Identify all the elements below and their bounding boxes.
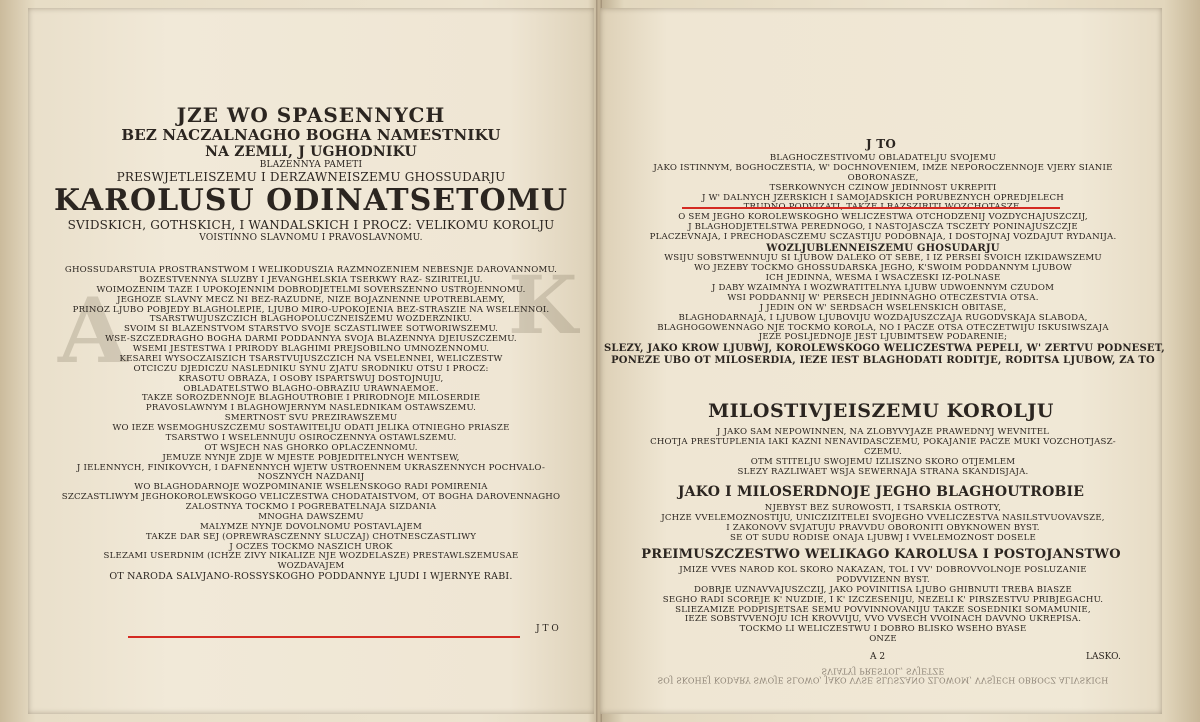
heading-line: NA ZEMLI, J UGHODNIKU (205, 144, 417, 161)
text-line: IEZE SOBSTVVENOJU ICH KROVVIJU, VVO VVSECH VVOINACH DAVVNO UKREPISA. (684, 614, 1082, 625)
text-line: SOJ SKOHEJ KODARY SWOJE SLOWO, JAKO VVSE SLUSZANO ZLOWOM, VVSJECH OBROCZ ALIVSKICH (657, 675, 1109, 685)
text-line: J DABY WZAIMNYA I WOZWRATITELNYA LJUBW UDWOENNYM CZUDOM (711, 283, 1055, 293)
text-line: JCHZE VVELEMOZNOSTIJU, UNICZIZITELEI SVOJEGHO VVELICZESTVA NASILSTVUOVAVSZE, (661, 512, 1105, 523)
mirrored-offset-text (604, 666, 1162, 684)
text-line: BLAGHOGOWENNAGO NJE TOCKMO KOROLA, NO I PACZE OTSA OTECZETWIJU ISKUSIWSZAJA (657, 322, 1109, 333)
text-line: JAKO ISTINNYM, BOGHOCZESTIA, W' DOCHNOVENIEM, IMZE NEPOROCZENNOJE VJERY SIANIE (653, 162, 1113, 173)
text-line: SMERTNOST SVU PREZIRAWSZEMU (224, 413, 398, 424)
text-line: WOZLJUBLENNEISZEMU GHOSUDARJU (766, 242, 1000, 254)
heading-line: BEZ NACZALNAGHO BOGHA NAMESTNIKU (121, 126, 501, 144)
text-line: SVOIM SI BLAZENSTVOM STARSTVO SVOJE SCZASTLIWEE SOTWORIWSZEMU. (123, 324, 499, 335)
text-line: SEGHO RADI SCOREJE K' NUZDIE, I K' IZCZESENIJU, NEZELI K' PIRSZESTVU PRIBJEGACHU. (662, 594, 1104, 605)
text-line: TSARSTWUJUSZCZICH BLAGHOPOLUCZNEISZEMU WOZDERZNIKU. (149, 314, 473, 325)
text-line: CZEMU. (863, 446, 902, 457)
heading-line: BLAZENNYA PAMETI (259, 160, 363, 171)
left-heading-block (28, 104, 594, 243)
text-line: WOZDAVAJEM (277, 561, 345, 572)
text-line: DOBRJE UZNAVVAJUSZCZIJ, JAKO POVINITISA LJUBO GHIBNUTI TREBA BIASZE (694, 584, 1072, 595)
red-underline (128, 636, 520, 638)
text-line: ICH JEDINNA, WESMA I WSACZESKI IZ-POLNASE (765, 273, 1001, 284)
catchword: LASKO. (1086, 652, 1121, 662)
text-line: J JAKO SAM NEPOWINNEN, NA ZLOBYVYJAZE PRAWEDNYJ WEVNITEL (716, 427, 1050, 437)
text-line: WOIMOZENIM TAZE I UPOKOJENNIM DOBRODJETELMI SOVERSZENNO USTROJENNOMU. (96, 284, 526, 295)
left-page (28, 8, 594, 714)
text-line: SVIATYJ PRESTOL, SVJETZE (821, 666, 945, 676)
text-line: TOCKMO LI WELICZESTWU I DOBRO BLISKO WSEHO BYASE (739, 624, 1027, 635)
heading-line: PRESWJETLEISZEMU I DERZAWNEISZEMU GHOSSUDARJU (116, 169, 506, 184)
text-line: JEMUZE NYNJE ZDJE W MJESTE POBJEDITELNYCH WENTSEW, (162, 452, 460, 463)
right-big-name (600, 401, 1162, 423)
right-body-b (604, 428, 1162, 477)
text-line: ONZE (869, 634, 897, 645)
right-mid-heading (600, 484, 1162, 500)
text-line: JMIZE VVES NAROD KOL SKORO NAKAZAN, TOL I VV' DOBROVVOLNOJE POSLUZANIE (679, 565, 1087, 575)
text-line: PRINOZ LJUBO POBJEDY BLAGHOLEPIE, LJUBO MIRO-UPOKOJENIA BEZ-STRASZIE NA WSELENNOI. (72, 304, 550, 315)
text-line: OTM STITELJU SWOJEMU IZLISZNO SKORO OTJEMLEM (750, 456, 1016, 467)
text-line: WO BLAGHODARNOJE WOZPOMINANIE WSELENSKOGO RADI POMIRENIA (134, 482, 488, 493)
text-line: TAKZE SOROZDENNOJE BLAGHOUTROBIE I PRIRODNOJE MILOSERDIE (141, 393, 481, 404)
text-line: OT NARODA SALVJANO-ROSSYSKOGHO PODDANNYE LJUDI I WJERNYE RABI. (109, 571, 513, 583)
text-line: WSI PODDANNIJ W' PERSECH JEDINNAGHO OTECZESTVIA OTSA. (727, 292, 1039, 303)
text-line: WSEMI JESTESTWA I PRIRODY BLAGHIMI PREJSOBILNO UMNOZENNOMU. (132, 344, 490, 354)
right-body-c (604, 504, 1162, 544)
text-line: PLACZEVNAJA, I PRECHODASCZEMU SCZASTIJU PODOBNAJA, I DOSTOJNAJ VOZDAJUT RYDANIJA. (649, 232, 1117, 242)
text-line: O SEM JEGHO KOROLEWSKOGHO WELICZESTWA OTCHODZENIJ VOZDYCHAJUSZCZIJ, (678, 212, 1088, 223)
right-body-d (604, 566, 1162, 645)
red-underline (682, 207, 1060, 209)
text-line: TSERKOWNYCH CZINOW JEDINNOST UKREPITI (769, 182, 997, 193)
heading-line: JZE WO SPASENNYCH (176, 103, 446, 127)
text-line: J W' DALNYCH JZERSKICH I SAMOJADSKICH PORUBEZNYCH OPREDJELECH (702, 192, 1064, 203)
text-line: SE OT SUDU RODISE ONAJA LJUBWJ I VVELEMOZNOST DOSELE (730, 532, 1036, 543)
page-heading: J TO (865, 137, 897, 151)
text-line: TSARSTWO I WSELENNUJU OSIROCZENNYA OSTAWLSZEMU. (165, 432, 457, 443)
right-page (600, 8, 1165, 714)
text-line: OTCICZU DJEDICZU NASLEDNIKU SYNU ZJATU SRODNIKU OTSU I PROCZ: (133, 363, 489, 374)
text-line: ZALOSTNYA TOCKMO I POGREBATELNAJA SIZDANIA (185, 502, 437, 512)
text-line: SZCZASTLIWYM JEGHOKOROLEWSKOGO VELICZESTWA CHODATAISTVOM, OT BOGHA DAROVENNAGHO (61, 492, 561, 503)
text-line: J BLAGHODJETELSTWA PEREDNOGO, I NASTOJASCZA TSCZETY PONINAJUSZCZJE (688, 222, 1078, 233)
text-line: TAKZE DAR SEJ (OPREWRASCZENNY SLUCZAJ) CHOTNESCZASTLIWY (145, 531, 477, 542)
text-line: PODVVIZENN BYST. (836, 574, 930, 585)
dedicatee-name: MILOSTIVJEISZEMU KOROLJU (708, 400, 1054, 422)
text-line: OBLADATELSTWO BLAGHO-OBRAZIU URAWNAEMOE. (183, 383, 439, 394)
right-body-a (604, 153, 1165, 366)
text-line: KESAREI WYSOCZAISZICH TSARSTVUJUSZCZICH NA VSELENNEI, WELICZESTW (119, 353, 503, 364)
text-line: NJEBYST BEZ SUROWOSTI, I TSARSKIA OSTROTY, (764, 503, 1002, 513)
dedicatee-name: KAROLUSU ODINATSETOMU (53, 183, 568, 219)
text-line: MALYMZE NYNJE DOVOLNOMU POSTAVLAJEM (199, 521, 423, 532)
text-line: WO IEZE WSEMOGHUSZCZEMU SOSTAWITELJU ODATI JELIKA OTNIEGHO PRIASZE (112, 423, 510, 433)
text-line: OBORONASZE, (847, 172, 919, 183)
text-line: J OCZES TOCKMO NASZICH UROK (229, 541, 393, 552)
text-line: J IELENNYCH, FINIKOVYCH, I DAFNENNYCH WJETW USTROENNEM UKRASZENNYCH POCHVALO- (76, 462, 546, 473)
signature-mark: A 2 (870, 652, 886, 662)
text-line: CHOTJA PRESTUPLENIA IAKI KAZNI NENAVIDASCZEMU, POKAJANIE PACZE MUKI VOZCHOTJASZ- (650, 436, 1116, 447)
text-line: BLAGHOCZESTIVOMU OBLADATELJU SVOJEMU (769, 153, 997, 163)
text-line: BOZESTVENNYA SLUZBY I JEVANGHELSKIA TSERKWY RAZ- SZIRITELJU. (139, 274, 483, 285)
text-line: WSE-SZCZEDRAGHO BOGHA DARMI PODDANNYA SVOJA BLAZENNYA DJEIUSZCZEMU. (105, 334, 517, 345)
text-line: NOSZNYCH NAZDANIJ (257, 472, 365, 483)
bleed-through-letter: A (58, 278, 128, 384)
text-line: OT WSJECH NAS GHORKO OPLACZENNOMU. (204, 442, 418, 453)
text-line: GHOSSUDARSTUIA PROSTRANSTWOM I WELIKODUSZIA RAZMNOZENIEM NEBESNJE DAROVANNOMU. (64, 265, 558, 275)
section-heading: JAKO I MILOSERDNOJE JEGHO BLAGHOUTROBIE (677, 484, 1085, 500)
text-line: SLEZAMI USERDNIM (ICHZE ZIVY NIKALIZE NJE WOZDELASZE) PRESTAWLSZEMUSAE (103, 551, 519, 562)
text-line: KRASOTU OBRAZA, I OSOBY ISPARTSWUJ DOSTOJNUJU, (178, 373, 444, 384)
text-line: WSIJU SOBSTWENNUJU SI LJUBOW DALEKO OT SEBE, I IZ PERSEI SVOICH IZKIDAWSZEMU (664, 253, 1102, 264)
text-line: JEZE POSLJEDNOJE JEST LJUBIMTSEW PODARENIE; (758, 332, 1008, 343)
right-heading (600, 138, 1162, 152)
catchword: J T O (536, 624, 559, 634)
text-line: SLEZY, JAKO KROW LJUBWJ, KOROLEWSKOGO WELICZESTWA PEPELI, W' ZERTVU PODNESET, (604, 343, 1165, 355)
subtitle-line: SVIDSKICH, GOTHSKICH, I WANDALSKICH I PROCZ: VELIKOMU KOROLJU (67, 217, 555, 232)
text-line: SLIEZAMIZE PODPISJETSAE SEMU POVVINNOVANIJU TAKZE SOSEDNIKI SOMAMUNIE, (675, 604, 1091, 615)
text-line: J JEDIN ON W' SERDSACH WSELENSKICH OBITASE, (759, 302, 1007, 313)
text-line: PONEZE UBO OT MILOSERDIA, IEZE IEST BLAGHODATI RODITJE, RODITSA LJUBOW, ZA TO (611, 354, 1155, 366)
bleed-through-letter: K (508, 258, 578, 352)
subtitle-line: VOISTINNO SLAVNOMU I PRAVOSLAVNOMU. (199, 232, 423, 243)
left-body-text (28, 266, 594, 583)
text-line: I ZAKONOVV SVJATUJU PRAVVDU OBORONITI OBYKNOWEN BYST. (726, 522, 1040, 533)
text-line: SLEZY RAZLIWAET WSJA SEWERNAJA STRANA SKANDISJAJA. (737, 466, 1029, 477)
text-line: MNOGHA DAWSZEMU (258, 511, 364, 522)
right-mid-heading-2 (600, 548, 1162, 563)
text-line: WO JEZEBY TOCKMO GHOSSUDARSKA JEGHO, K'SWOIM PODDANNYM LJUBOW (694, 263, 1072, 274)
text-line: BLAGHODARNAJA, I LJUBOW LJUBOVIJU WOZDAJUSZCZAJA RUGODVSKAJA SLABODA, (678, 312, 1088, 323)
text-line: PRAVOSLAWNYM I BLAGHOWJERNYM NASLEDNIKAM OSTAWSZEMU. (145, 403, 477, 414)
section-heading: PREIMUSZCZESTWO WELIKAGO KAROLUSA I POSTOJANSTWO (641, 547, 1121, 562)
text-line: JEGHOZE SLAVNY MECZ NI BEZ-RAZUDNE, NIZE BOJAZNENNE UPOTREBLAEMY, (116, 294, 506, 305)
